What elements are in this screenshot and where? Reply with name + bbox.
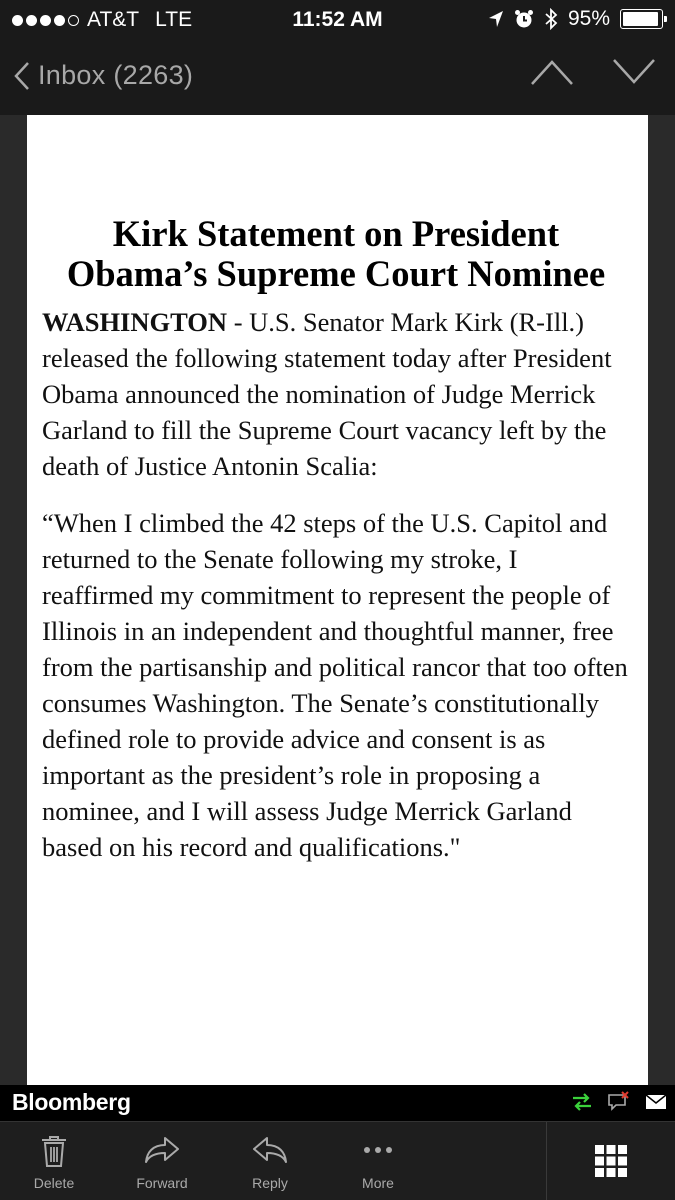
alarm-icon	[514, 9, 534, 29]
status-right	[488, 7, 663, 31]
chevron-left-icon	[14, 61, 30, 91]
bloomberg-logo: Bloomberg	[12, 1089, 131, 1115]
delete-label: Delete	[33, 1175, 75, 1191]
bloomberg-bar	[0, 1085, 675, 1121]
network-type: LTE	[155, 8, 193, 31]
more-dots-icon	[360, 1134, 396, 1166]
dateline: WASHINGTON	[42, 307, 228, 337]
bottom-toolbar	[0, 1121, 675, 1200]
grid-icon	[594, 1144, 628, 1178]
mail-icon[interactable]	[645, 1093, 667, 1111]
bar-icons	[571, 1091, 667, 1113]
sync-icon[interactable]	[571, 1092, 593, 1112]
battery-fill	[623, 12, 658, 26]
delete-button[interactable]	[0, 1122, 108, 1200]
signal-strength-icon	[12, 15, 79, 26]
carrier-name: AT&T	[87, 8, 140, 31]
back-to-inbox-button[interactable]	[14, 60, 193, 91]
back-label: Inbox (2263)	[38, 60, 194, 90]
reply-arrow-icon	[251, 1134, 289, 1166]
reply-label: Reply	[252, 1175, 288, 1191]
forward-arrow-icon	[143, 1134, 181, 1166]
trash-icon	[39, 1134, 69, 1168]
battery-percent: 95%	[567, 7, 610, 30]
more-button[interactable]	[324, 1122, 432, 1200]
chevron-up-icon	[530, 58, 574, 86]
nav-bar	[0, 40, 675, 115]
intro-text: - U.S. Senator Mark Kirk (R-Ill.) released the following statement today after President Obama announced the nomination of Judge Merrick Garland to fill the Supreme Court vacancy left by the death of Justice Antonin Scalia:	[42, 307, 612, 481]
email-headline: Kirk Statement on President Obama’s Supreme Court Nominee	[66, 213, 606, 294]
more-label: More	[362, 1175, 394, 1191]
status-bar	[0, 0, 675, 40]
intro-paragraph	[42, 304, 630, 484]
quote-paragraph: “When I climbed the 42 steps of the U.S. Capitol and returned to the Senate following my stroke, I reaffirmed my commitment to represent the people of Illinois in an independent and thoughtful manner, free from the partisanship and political rancor that too often consumes Washington. The Senate’s constitutionally defined role to provide advice and consent is as important as the president’s role in proposing a nominee, and I will assess Judge Merrick Garland based on his record and qualifications."	[42, 508, 628, 862]
app-grid-button[interactable]	[546, 1122, 675, 1200]
previous-message-button[interactable]	[530, 58, 574, 91]
forward-label: Forward	[136, 1175, 188, 1191]
bluetooth-icon	[544, 8, 558, 30]
location-arrow-icon	[488, 10, 504, 28]
chevron-down-icon	[612, 58, 656, 86]
status-left	[12, 8, 192, 32]
status-time: 11:52 AM	[292, 8, 383, 31]
battery-icon	[620, 9, 663, 29]
message-viewer	[0, 115, 675, 1085]
reply-button[interactable]	[216, 1122, 324, 1200]
next-message-button[interactable]	[612, 58, 656, 91]
email-body	[27, 115, 648, 1085]
message-alert-icon[interactable]	[607, 1091, 631, 1113]
forward-button[interactable]	[108, 1122, 216, 1200]
